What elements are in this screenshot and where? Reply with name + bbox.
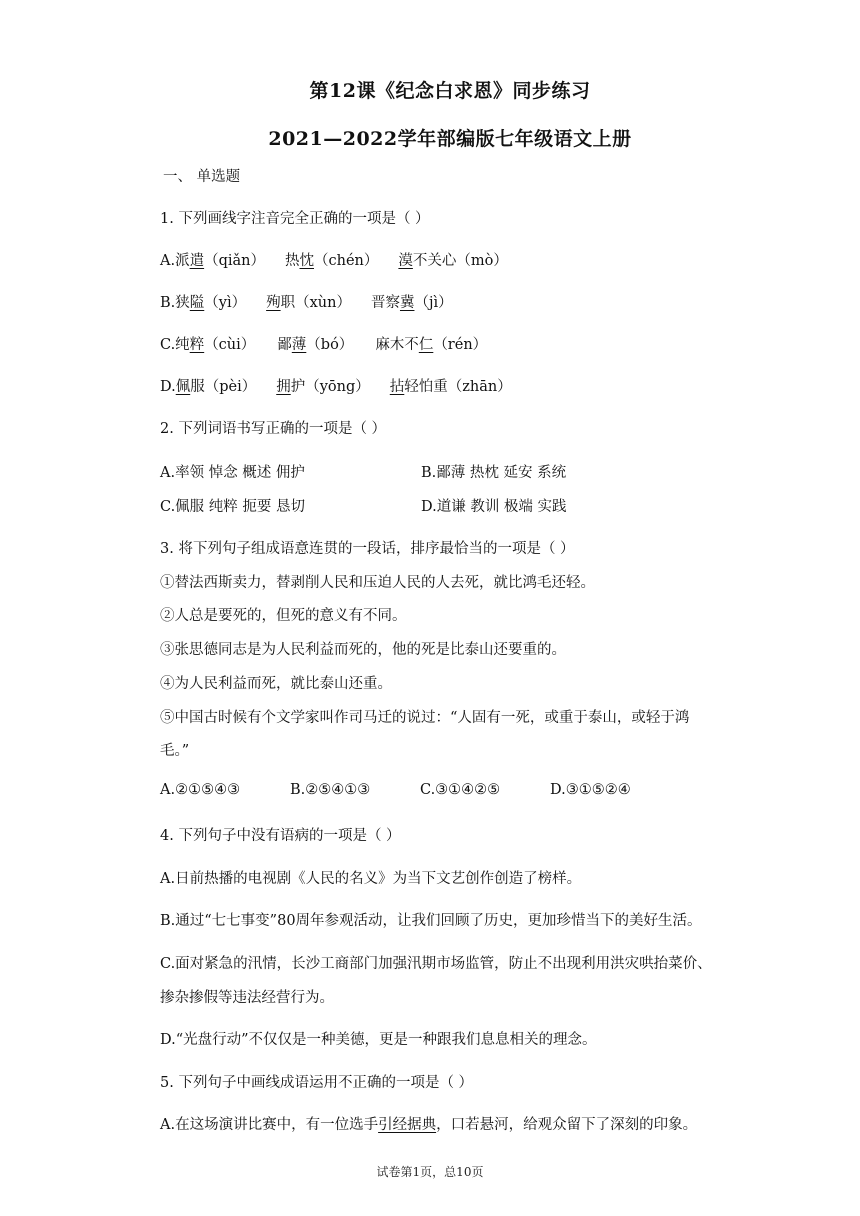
- question-4-option-a: A.日前热播的电视剧《人民的名义》为当下文艺创作创造了榜样。: [160, 871, 582, 887]
- question-3-sentence: ②人总是要死的，但死的意义有不同。: [160, 608, 407, 624]
- question-2-option-d: D.道谦 教训 极端 实践: [421, 499, 567, 515]
- question-3-sentence: ③张思德同志是为人民利益而死的，他的死是比泰山还要重的。: [160, 642, 566, 658]
- option-text: （rén）: [433, 337, 488, 353]
- underlined-idiom: 引经据典: [378, 1117, 437, 1133]
- question-1-option-b: [160, 291, 453, 312]
- page-title: 第12课《纪念白求恩》同步练习: [309, 80, 591, 102]
- underlined-char: 冀: [399, 295, 415, 311]
- underlined-char: 漠: [398, 253, 413, 269]
- underlined-char: 殉: [266, 295, 281, 311]
- underlined-char: 隘: [189, 295, 205, 311]
- question-2-option-a: A.率领 悼念 概述 佣护: [160, 465, 305, 481]
- underlined-char: 仁: [418, 337, 434, 353]
- option-text: 职（xùn）: [280, 295, 351, 311]
- option-text: （qiǎn）: [204, 253, 265, 269]
- underlined-char: 薄: [291, 337, 307, 353]
- option-text: C.纯: [160, 337, 190, 353]
- question-2-option-c: C.佩服 纯粹 扼要 恳切: [160, 499, 306, 515]
- option-text: A.派: [160, 253, 190, 269]
- option-text: 不关心（mò）: [412, 253, 508, 269]
- question-3-option-c: C.③①④②⑤: [420, 782, 501, 798]
- question-1-option-a: [160, 249, 508, 270]
- question-3-stem: 3. 将下列句子组成语意连贯的一段话，排序最恰当的一项是（ ）: [160, 541, 575, 557]
- underlined-char: 佩: [175, 379, 191, 395]
- option-text: 麻木不: [375, 337, 419, 353]
- option-text: （jì）: [414, 295, 453, 311]
- option-text: （bó）: [306, 337, 354, 353]
- page-subtitle: 2021—2022学年部编版七年级语文上册: [268, 128, 632, 150]
- question-3-option-a: A.②①⑤④③: [160, 782, 241, 798]
- question-4-stem: 4. 下列句子中没有语病的一项是（ ）: [160, 828, 401, 844]
- question-1-option-d: [160, 375, 512, 396]
- option-text: 护（yōng）: [290, 379, 370, 395]
- question-3-sentence-cont: 毛。”: [160, 743, 190, 759]
- option-text: 服（pèi）: [190, 379, 257, 395]
- question-4-option-c-cont: 掺杂掺假等违法经营行为。: [160, 990, 334, 1006]
- option-text: A.在这场演讲比赛中，有一位选手: [160, 1117, 379, 1133]
- option-text: D.: [160, 379, 176, 395]
- option-text: 鄙: [277, 337, 292, 353]
- option-text: ，口若悬河，给观众留下了深刻的印象。: [436, 1117, 698, 1133]
- question-1-option-c: [160, 333, 487, 354]
- question-1-stem: 1. 下列画线字注音完全正确的一项是（ ）: [160, 211, 430, 227]
- question-3-sentence: ⑤中国古时候有个文学家叫作司马迁的说过：“人固有一死，或重于泰山，或轻于鸿: [160, 710, 690, 726]
- option-text: （chén）: [314, 253, 379, 269]
- question-4-option-d: D.“光盘行动”不仅仅是一种美德，更是一种跟我们息息相关的理念。: [160, 1032, 597, 1048]
- question-4-option-b: B.通过“七七事变”80周年参观活动，让我们回顾了历史，更加珍惜当下的美好生活。: [160, 913, 702, 929]
- option-text: 晋察: [370, 295, 400, 311]
- question-4-option-c: C.面对紧急的汛情，长沙工商部门加强汛期市场监管，防止不出现利用洪灾哄抬菜价、: [160, 956, 712, 972]
- question-5-option-a: [160, 1113, 697, 1134]
- question-3-sentence: ④为人民利益而死，就比泰山还重。: [160, 676, 392, 692]
- question-3-option-d: D.③①⑤②④: [550, 782, 631, 798]
- page-footer: 试卷第1页，总10页: [376, 1165, 484, 1179]
- question-3-sentence: ①替法西斯卖力，替剥削人民和压迫人民的人去死，就比鸿毛还轻。: [160, 575, 595, 591]
- section-heading: 一、 单选题: [163, 169, 241, 185]
- option-text: （cùi）: [204, 337, 256, 353]
- option-text: B.狭: [160, 295, 190, 311]
- question-2-option-b: B.鄙薄 热枕 延安 系统: [421, 465, 567, 481]
- underlined-char: 拥: [276, 379, 291, 395]
- option-text: 轻怕重（zhān）: [404, 379, 512, 395]
- underlined-char: 遣: [189, 253, 205, 269]
- underlined-char: 忱: [299, 253, 314, 269]
- question-2-stem: 2. 下列词语书写正确的一项是（ ）: [160, 421, 387, 437]
- underlined-char: 粹: [189, 337, 205, 353]
- option-text: 热: [285, 253, 300, 269]
- question-5-stem: 5. 下列句子中画线成语运用不正确的一项是（ ）: [160, 1075, 474, 1091]
- question-3-option-b: B.②⑤④①③: [290, 782, 371, 798]
- option-text: （yì）: [204, 295, 247, 311]
- underlined-char: 拈: [389, 379, 405, 395]
